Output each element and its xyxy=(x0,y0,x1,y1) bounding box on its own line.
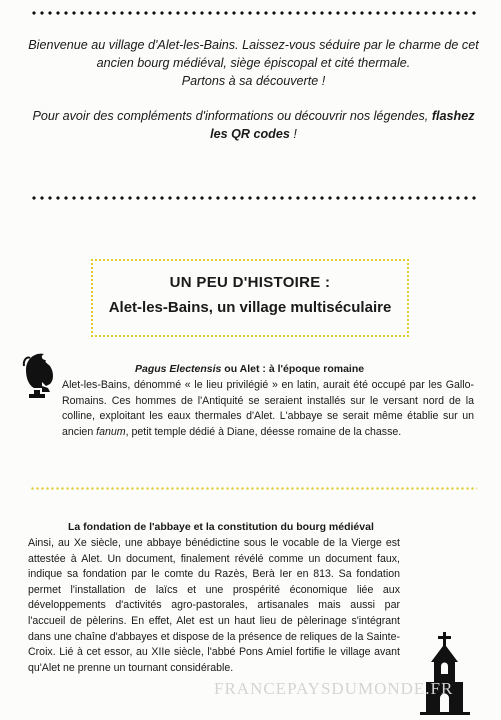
yellow-dotted-divider xyxy=(30,486,477,491)
intro-qr-text: flashez les QR codes xyxy=(210,109,475,141)
intro-info-suffix: ! xyxy=(289,127,297,141)
top-dotted-divider xyxy=(30,10,477,16)
roman-section-title-italic: Pagus Electensis xyxy=(135,363,222,375)
intro-info xyxy=(28,107,479,143)
intro-welcome: Bienvenue au village d'Alet-les-Bains. Laissez-vous séduire par le charme de cet ancien bourg médiéval, siège épiscopal et cité thermale. xyxy=(28,38,479,70)
chapel-icon xyxy=(420,632,470,716)
intro-discover: Partons à sa découverte ! xyxy=(181,74,326,88)
abbey-section-body: Ainsi, au Xe siècle, une abbaye bénédictine sous le vocable de la Vierge est attestée à Alet. Un document, finalement révélé comme un document faux, indique sa fondation par le comte du Razès, Berà Ier en 813. Sa fondation permet l'installation de laïcs et une prospérité économique liée aux développements d'activités agro-pastorales, artisanales mais aussi par l'accueil de pèlerins. En effet, Alet est un haut lieu de pèlerinage s'intégrant dans une chaîne d'abbayes et dispose de la présence de reliques de la Sainte-Croix. Lié à cet essor, au XIIe siècle, l'abbé Pons Amiel fortifie le village avant qu'Alet ne prenne un tournant considérable. xyxy=(28,537,400,674)
roman-section-body xyxy=(62,378,474,440)
roman-body-part2: , petit temple dédié à Diane, déesse romaine de la chasse. xyxy=(125,425,402,438)
history-title: UN PEU D'HISTOIRE : xyxy=(169,274,331,291)
roman-body-fanum: fanum xyxy=(96,425,126,438)
roman-body-part1: Alet-les-Bains, dénommé « le lieu privilégié » en latin, aurait été occupé par les Gallo-Romains. Ces hommes de l'Antiquité se seraient installés sur le versant nord de la colline, exploitant les eaux thermales d'Alet. L'abbaye se serait même établie sur un ancien xyxy=(62,379,474,438)
watermark: FRANCEPAYSDUMONDE.FR xyxy=(214,679,454,698)
abbey-section-title: La fondation de l'abbaye et la constitution du bourg médiéval xyxy=(68,521,374,533)
history-heading-box xyxy=(91,259,409,337)
roman-section-title xyxy=(135,363,364,375)
roman-helmet-icon xyxy=(20,352,60,404)
roman-section-title-rest: ou Alet : à l'époque romaine xyxy=(221,363,365,375)
intro-block xyxy=(28,36,479,143)
history-subtitle: Alet-les-Bains, un village multiséculaire xyxy=(108,299,392,316)
intro-info-text: Pour avoir des compléments d'informations ou découvrir nos légendes, xyxy=(32,109,432,123)
intro-bottom-dotted-divider xyxy=(30,195,477,201)
